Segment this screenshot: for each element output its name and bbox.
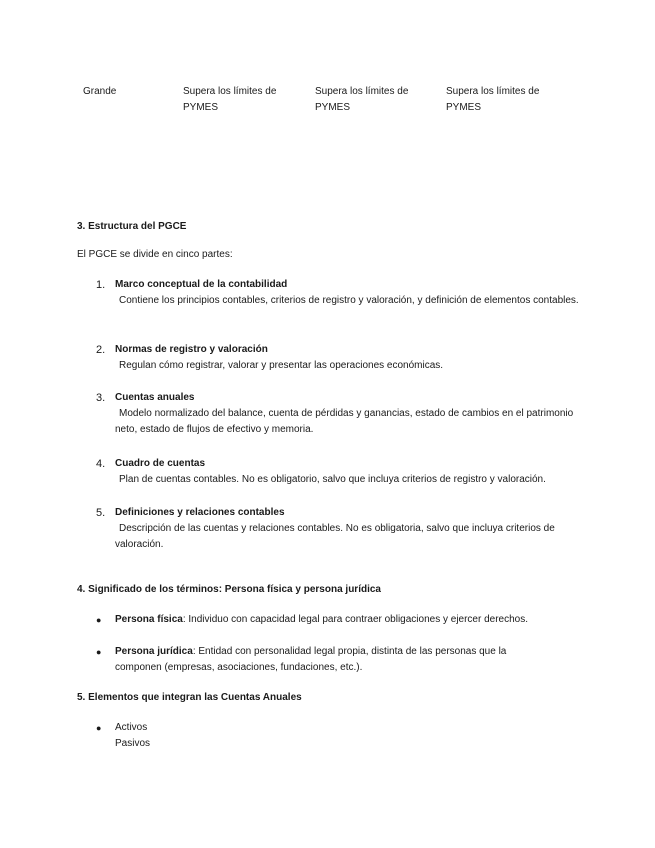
- list-item-title: Cuadro de cuentas: [115, 458, 206, 469]
- table-cell-limits-1: Supera los límites de PYMES: [183, 86, 277, 113]
- list-number: 1.: [96, 279, 106, 291]
- list-item-desc: Descripción de las cuentas y relaciones contables. No es obligatoria, salvo que incluya criterios de valoración.: [115, 523, 555, 550]
- list-item-title: Marco conceptual de la contabilidad: [115, 279, 288, 290]
- bullet-icon: ●: [96, 723, 102, 733]
- list-number: 5.: [96, 507, 106, 519]
- table-cell-limits-3: Supera los límites de PYMES: [446, 86, 540, 113]
- list-number: 3.: [96, 392, 106, 404]
- list-number: 2.: [96, 344, 106, 356]
- list-number: 4.: [96, 458, 106, 470]
- section-4-heading: 4. Significado de los términos: Persona física y persona jurídica: [77, 584, 381, 595]
- list-item-desc: Modelo normalizado del balance, cuenta de pérdidas y ganancias, estado de cambios en el patrimonio neto, estado de flujos de efectivo y memoria.: [115, 408, 574, 435]
- bullet-icon: ●: [96, 647, 102, 657]
- table-cell-limits-2: Supera los límites de PYMES: [315, 86, 409, 113]
- list-item-desc: Regulan cómo registrar, valorar y presentar las operaciones económicas.: [119, 360, 444, 371]
- list-item-desc: Plan de cuentas contables. No es obligatorio, salvo que incluya criterios de registro y valoración.: [119, 474, 546, 485]
- list-item: [115, 612, 555, 628]
- definition: : Individuo con capacidad legal para contraer obligaciones y ejercer derechos.: [182, 614, 529, 625]
- list-item-title: Cuentas anuales: [115, 392, 195, 403]
- term: Persona jurídica: [115, 646, 193, 657]
- definition: : Entidad con personalidad legal propia, distinta de las personas que la componen (empresas, asociaciones, fundaciones, etc.).: [115, 646, 507, 673]
- section-3-intro: El PGCE se divide en cinco partes:: [77, 249, 233, 260]
- list-item: [115, 644, 535, 676]
- bullet-icon: ●: [96, 615, 102, 625]
- list-item: Activos: [115, 722, 148, 733]
- section-5-heading: 5. Elementos que integran las Cuentas Anuales: [77, 692, 302, 703]
- section-3-heading: 3. Estructura del PGCE: [77, 221, 187, 232]
- term: Persona física: [115, 614, 183, 625]
- list-item-title: Normas de registro y valoración: [115, 344, 268, 355]
- list-item-title: Definiciones y relaciones contables: [115, 507, 285, 518]
- list-item: Pasivos: [115, 738, 151, 749]
- list-item-desc: Contiene los principios contables, criterios de registro y valoración, y definición de elementos contables.: [119, 295, 579, 306]
- table-cell-size: Grande: [83, 86, 117, 97]
